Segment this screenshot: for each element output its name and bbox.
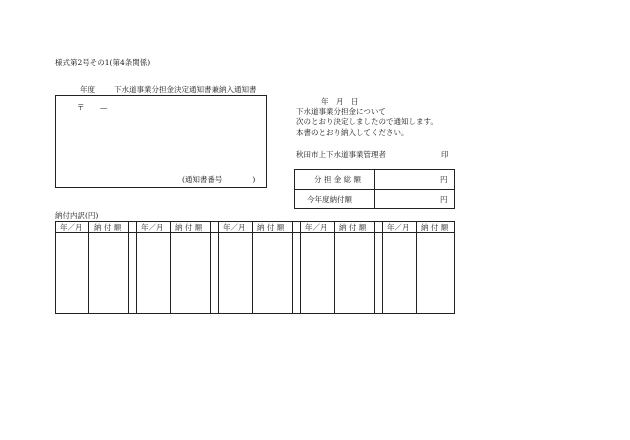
total-amount-label: 分 担 金 総 額	[314, 175, 362, 184]
postal-dash: —	[100, 103, 108, 112]
breakdown-table	[55, 221, 455, 314]
issuer-name: 秋田市上下水道事業管理者	[296, 150, 386, 159]
breakdown-title: 納付内訳(円)	[55, 211, 99, 220]
fiscal-year-label: 年度	[80, 85, 95, 94]
month-header: 年／月	[305, 223, 328, 232]
amount-header: 納 付 額	[94, 223, 122, 232]
notice-number-label: (通知書番号 )	[182, 175, 256, 184]
message-line-1: 下水道事業分担金について	[296, 107, 386, 116]
total-amount-unit: 円	[440, 175, 448, 184]
message-line-3: 本書のとおり納入してください。	[296, 128, 409, 137]
address-box	[55, 95, 267, 188]
amount-table	[294, 169, 455, 209]
month-header: 年／月	[223, 223, 246, 232]
month-header: 年／月	[141, 223, 164, 232]
form-code: 様式第2号その1(第4条関係)	[55, 58, 151, 67]
current-year-amount-label: 今年度納付額	[307, 195, 352, 204]
month-header: 年／月	[387, 223, 410, 232]
notice-title: 下水道事業分担金決定通知書兼納入通知書	[114, 85, 257, 94]
amount-header: 納 付 額	[339, 223, 367, 232]
message-line-2: 次のとおり決定しましたので通知します。	[296, 117, 438, 126]
postal-mark-icon: 〒	[77, 103, 85, 112]
issue-date: 年 月 日	[321, 97, 359, 106]
seal-mark: 印	[441, 150, 449, 159]
amount-header: 納 付 額	[257, 223, 285, 232]
amount-header: 納 付 額	[175, 223, 203, 232]
amount-header: 納 付 額	[421, 223, 449, 232]
month-header: 年／月	[60, 223, 83, 232]
current-year-amount-unit: 円	[440, 195, 448, 204]
